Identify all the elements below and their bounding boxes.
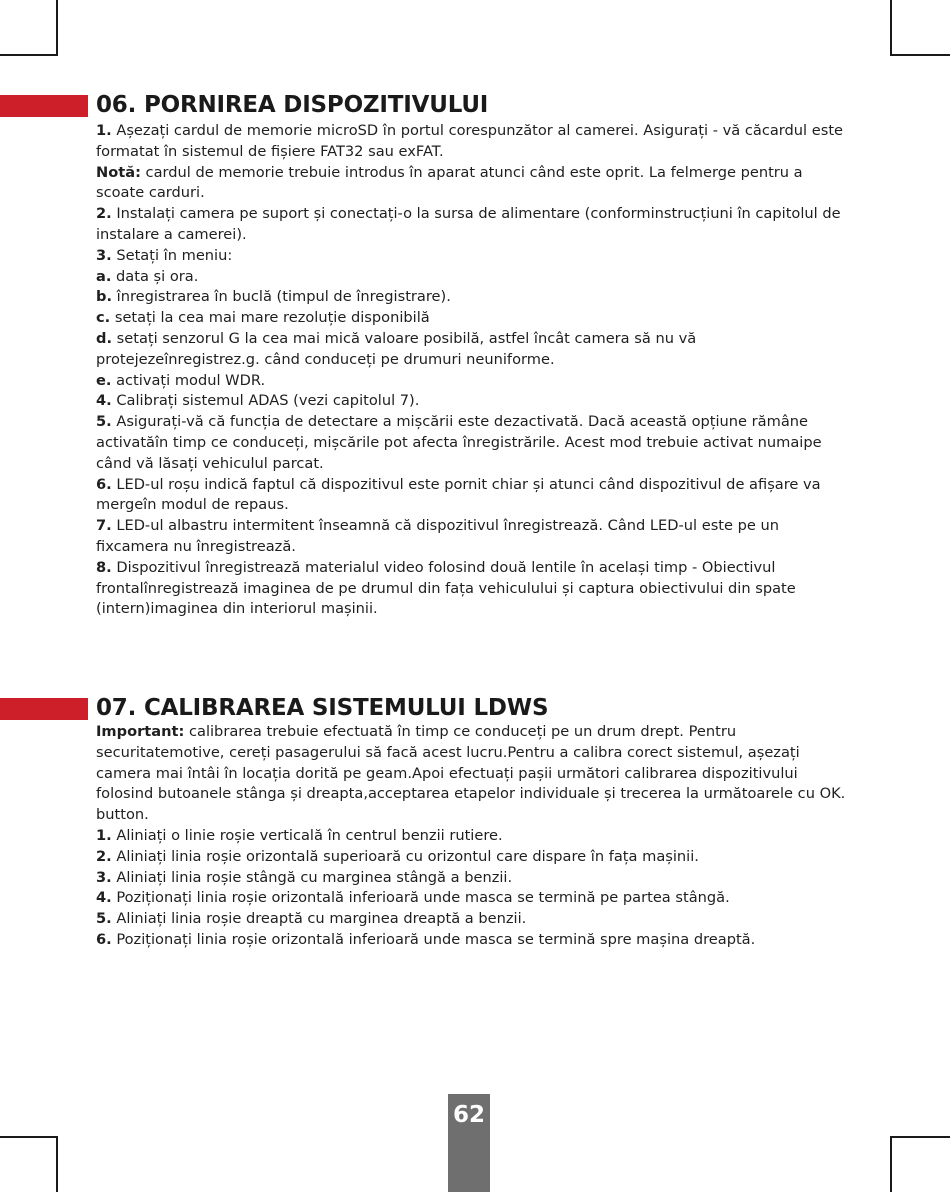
paragraph-label: e.	[96, 371, 112, 389]
section06-paragraph	[96, 329, 848, 371]
section06-paragraph	[96, 204, 848, 246]
paragraph-text: Aliniați o linie roșie verticală în centrul benzii rutiere.	[111, 826, 503, 844]
section06-paragraph	[96, 412, 848, 474]
paragraph-label: 8.	[96, 558, 112, 576]
section07-paragraph	[96, 888, 848, 909]
paragraph-text: Setați în meniu:	[111, 246, 233, 264]
paragraph-label: 5.	[96, 910, 112, 928]
section07-paragraph	[96, 722, 848, 826]
paragraph-text: Dispozitivul înregistrează materialul video folosind două lentile în același timp - Obiectivul frontalînregistrează imaginea de pe drumul din fața vehiculului și captura obiectivului din spate (intern)imaginea din interiorul mașinii.	[96, 558, 796, 618]
paragraph-label: 4.	[96, 392, 112, 410]
paragraph-text: calibrarea trebuie efectuată în timp ce conduceți pe un drum drept. Pentru securitatemotive, cereți pasagerului să facă acest lucru.Pentru a calibra corect sistemul, așezați camera mai întâi în locația dorită pe geam.Apoi efectuați pașii următori calibrarea dispozitivului folosind butoanele stânga și dreapta,acceptarea etapelor individuale și trecerea la următoarele cu OK. button.	[96, 723, 846, 824]
paragraph-text: Asigurați-vă că funcția de detectare a mișcării este dezactivată. Dacă această opțiune rămâne activatăîn timp ce conduceți, mișcările pot afecta înregistrările. Acest mod trebuie activat numaipe când vă lăsați vehiculul parcat.	[96, 413, 822, 472]
section07-paragraph	[96, 847, 848, 868]
paragraph-text: LED-ul albastru intermitent înseamnă că dispozitivul înregistrează. Când LED-ul este pe un fixcamera nu înregistrează.	[96, 517, 780, 555]
section06-paragraph	[96, 308, 848, 329]
crop-mark-bottom-left-horizontal	[0, 1136, 58, 1138]
paragraph-label: 1.	[96, 122, 112, 139]
section-06-title: 06. PORNIREA DISPOZITIVULUI	[96, 92, 489, 118]
paragraph-text: data și ora.	[111, 267, 199, 285]
paragraph-text: cardul de memorie trebuie introdus în aparat atunci când este oprit. La felmerge pentru a scoate carduri.	[96, 163, 803, 202]
paragraph-label: Important:	[96, 723, 185, 740]
paragraph-label: c.	[96, 309, 111, 327]
section06-paragraph	[96, 121, 848, 163]
section-06-body	[96, 121, 848, 620]
crop-mark-top-left-horizontal	[0, 54, 58, 56]
section07-paragraph	[96, 909, 848, 930]
paragraph-text: Aliniați linia roșie dreaptă cu marginea dreaptă a benzii.	[111, 910, 527, 928]
section-07-title: 07. CALIBRAREA SISTEMULUI LDWS	[96, 695, 549, 721]
paragraph-label: 1.	[96, 826, 112, 844]
section07-paragraph	[96, 826, 848, 847]
paragraph-text: Poziționați linia roșie orizontală inferioară unde masca se termină pe partea stângă.	[111, 889, 730, 907]
section06-paragraph	[96, 246, 848, 267]
paragraph-text: setați senzorul G la cea mai mică valoare posibilă, astfel încât camera să nu vă protejezeînregistrez.g. când conduceți pe drumuri neuniforme.	[96, 329, 697, 368]
paragraph-label: 6.	[96, 930, 112, 948]
paragraph-label: a.	[96, 267, 112, 285]
section06-paragraph	[96, 267, 848, 288]
section06-paragraph	[96, 558, 848, 620]
crop-mark-top-right-horizontal	[890, 54, 950, 56]
paragraph-label: 7.	[96, 517, 112, 535]
paragraph-text: Calibrați sistemul ADAS (vezi capitolul 7).	[111, 392, 420, 410]
section-06-red-bar	[0, 95, 88, 117]
crop-mark-top-left-vertical	[56, 0, 58, 56]
paragraph-label: b.	[96, 288, 112, 306]
section06-paragraph	[96, 163, 848, 205]
crop-mark-bottom-right-horizontal	[890, 1136, 950, 1138]
paragraph-label: 2.	[96, 205, 112, 223]
paragraph-text: setați la cea mai mare rezoluție disponibilă	[110, 309, 430, 327]
paragraph-label: 5.	[96, 413, 112, 431]
section07-paragraph	[96, 930, 848, 951]
paragraph-text: Instalați camera pe suport și conectați-o la sursa de alimentare (conforminstrucțiuni în capitolul de instalare a camerei).	[96, 205, 841, 243]
paragraph-text: LED-ul roșu indică faptul că dispozitivul este pornit chiar și atunci când dispozitivul de afișare va mergeîn modul de repaus.	[96, 475, 821, 514]
paragraph-text: Așezați cardul de memorie microSD în portul corespunzător al camerei. Asigurați - vă căcardul este formatat în sistemul de fișiere FAT32 sau exFAT.	[96, 122, 844, 160]
section-07-body	[96, 722, 848, 951]
section06-paragraph	[96, 475, 848, 517]
paragraph-label: 3.	[96, 868, 112, 886]
paragraph-label: 2.	[96, 847, 112, 865]
paragraph-text: Poziționați linia roșie orizontală inferioară unde masca se termină spre mașina dreaptă.	[111, 930, 756, 948]
paragraph-label: 4.	[96, 889, 112, 907]
paragraph-label: 6.	[96, 475, 112, 493]
section07-paragraph	[96, 868, 848, 889]
paragraph-text: înregistrarea în buclă (timpul de înregistrare).	[112, 288, 451, 306]
paragraph-label: 3.	[96, 246, 112, 264]
paragraph-label: d.	[96, 329, 112, 347]
crop-mark-bottom-right-vertical	[890, 1136, 892, 1192]
section06-paragraph	[96, 287, 848, 308]
paragraph-text: Aliniați linia roșie stângă cu marginea stângă a benzii.	[111, 868, 513, 886]
section06-paragraph	[96, 516, 848, 558]
paragraph-text: activați modul WDR.	[111, 371, 266, 389]
page-number-tab	[448, 1094, 490, 1192]
paragraph-text: Aliniați linia roșie orizontală superioară cu orizontul care dispare în fața mașinii.	[111, 847, 699, 865]
section06-paragraph	[96, 371, 848, 392]
paragraph-label: Notă:	[96, 163, 141, 181]
page-number: 62	[452, 1102, 485, 1128]
crop-mark-bottom-left-vertical	[56, 1136, 58, 1192]
section06-paragraph	[96, 391, 848, 412]
crop-mark-top-right-vertical	[890, 0, 892, 56]
section-07-red-bar	[0, 698, 88, 720]
